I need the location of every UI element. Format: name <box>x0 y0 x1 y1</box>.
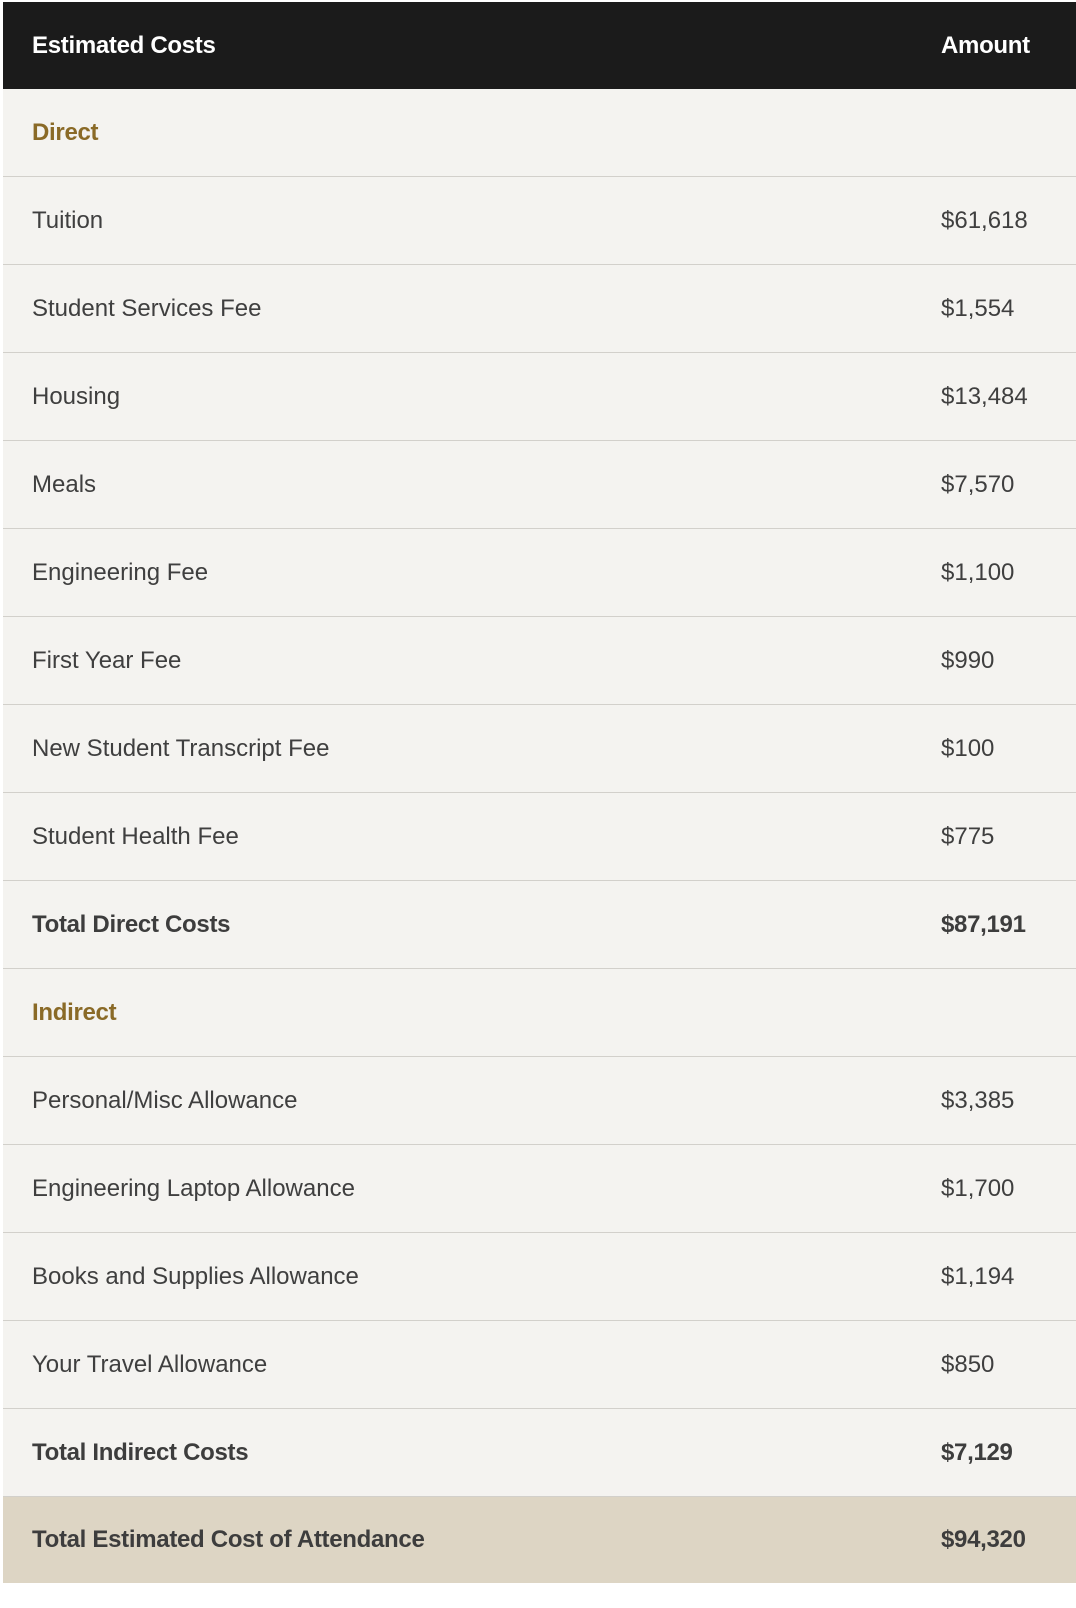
row-amount: $13,484 <box>941 382 1028 410</box>
section-indirect-row <box>3 969 1076 1057</box>
row-label: Engineering Laptop Allowance <box>32 1174 355 1202</box>
row-amount: $100 <box>941 734 995 762</box>
row-amount: $1,554 <box>941 294 1015 322</box>
row-amount: $850 <box>941 1350 995 1378</box>
total-indirect-costs-label: Total Indirect Costs <box>32 1438 249 1466</box>
table-row <box>3 353 1076 441</box>
row-amount: $1,700 <box>941 1174 1015 1202</box>
row-amount: $775 <box>941 822 995 850</box>
row-amount: $1,194 <box>941 1262 1015 1290</box>
header-amount: Amount <box>941 31 1030 59</box>
row-label: Your Travel Allowance <box>32 1350 268 1378</box>
row-label: Student Services Fee <box>32 294 262 322</box>
total-direct-costs-row <box>3 881 1076 969</box>
table-row <box>3 177 1076 265</box>
row-amount: $3,385 <box>941 1086 1015 1114</box>
table-header-row <box>3 2 1076 89</box>
total-direct-costs-amount: $87,191 <box>941 910 1026 938</box>
table-row <box>3 1145 1076 1233</box>
row-label: Personal/Misc Allowance <box>32 1086 298 1114</box>
row-amount: $7,570 <box>941 470 1015 498</box>
table-row <box>3 793 1076 881</box>
table-row <box>3 1321 1076 1409</box>
row-amount: $990 <box>941 646 995 674</box>
table-row <box>3 705 1076 793</box>
grand-total-label: Total Estimated Cost of Attendance <box>32 1526 425 1553</box>
table-row <box>3 617 1076 705</box>
section-indirect-heading: Indirect <box>32 998 117 1026</box>
row-label: Meals <box>32 470 97 498</box>
table-row <box>3 1057 1076 1145</box>
row-amount: $61,618 <box>941 206 1028 234</box>
table-row <box>3 1233 1076 1321</box>
row-label: Books and Supplies Allowance <box>32 1262 359 1290</box>
total-indirect-costs-row <box>3 1409 1076 1497</box>
grand-total-row <box>3 1497 1076 1583</box>
table-row <box>3 529 1076 617</box>
estimated-costs-table <box>3 2 1076 1583</box>
row-label: Engineering Fee <box>32 558 209 586</box>
row-label: First Year Fee <box>32 646 182 674</box>
total-direct-costs-label: Total Direct Costs <box>32 910 231 938</box>
row-label: New Student Transcript Fee <box>32 734 330 762</box>
section-direct-row <box>3 89 1076 177</box>
section-direct-heading: Direct <box>32 118 99 146</box>
total-indirect-costs-amount: $7,129 <box>941 1438 1013 1466</box>
table-row <box>3 265 1076 353</box>
row-label: Student Health Fee <box>32 822 239 850</box>
row-amount: $1,100 <box>941 558 1015 586</box>
grand-total-amount: $94,320 <box>941 1526 1026 1553</box>
table-row <box>3 441 1076 529</box>
header-estimated-costs: Estimated Costs <box>32 31 216 59</box>
row-label: Tuition <box>32 206 104 234</box>
row-label: Housing <box>32 382 121 410</box>
